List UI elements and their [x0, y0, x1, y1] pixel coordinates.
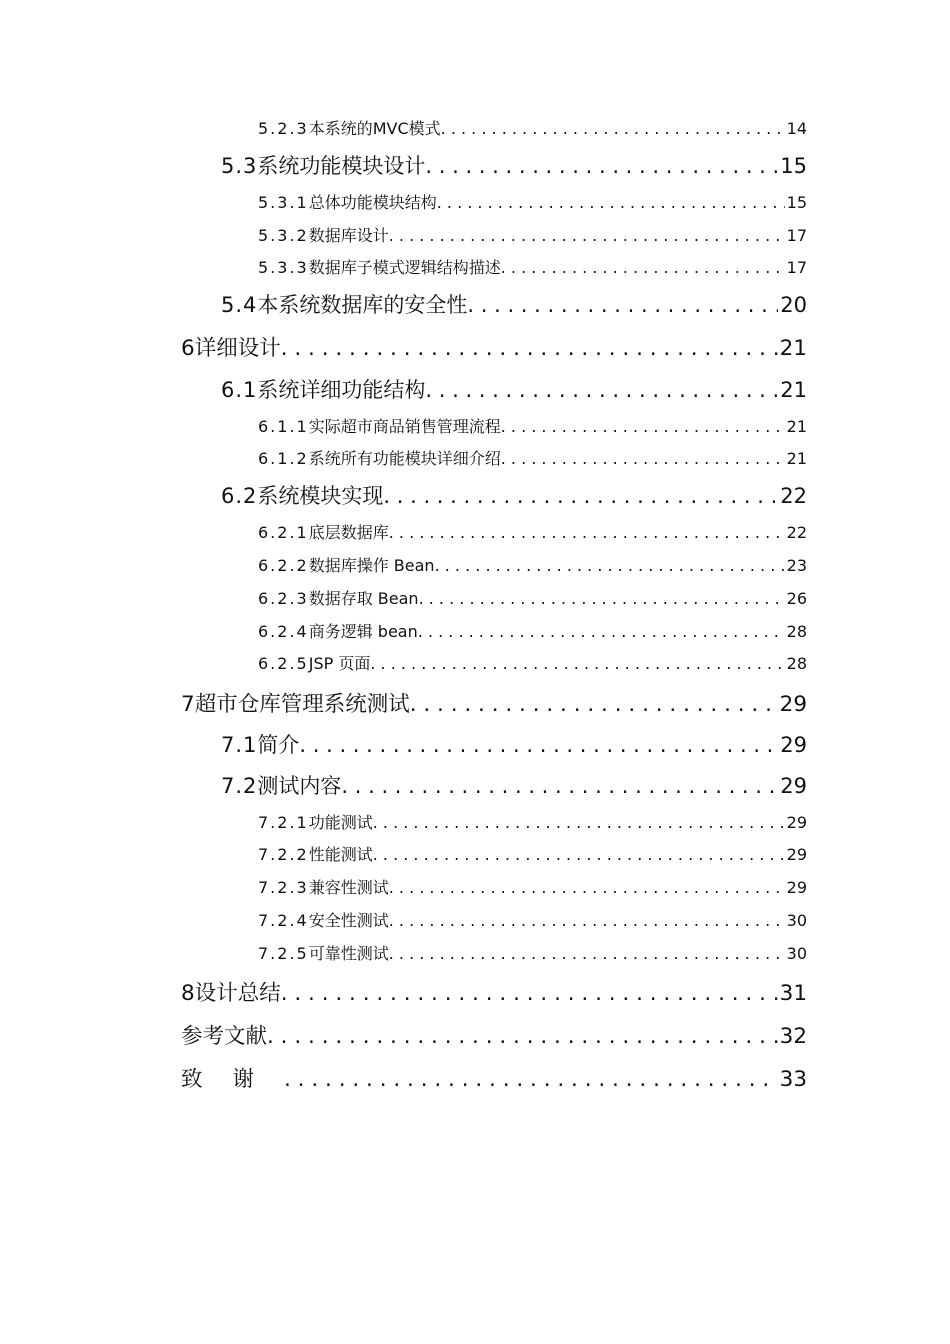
toc-entry-6-2[interactable] [221, 480, 807, 510]
toc-number: 6.2.3 [258, 589, 309, 608]
toc-leader [267, 1024, 778, 1049]
toc-entry-6-2-3[interactable] [258, 586, 807, 609]
toc-entry-6-2-4[interactable] [258, 619, 807, 642]
toc-page: 20 [780, 293, 807, 317]
toc-entry-acknowledgements[interactable] [181, 1062, 807, 1093]
toc-entry-7-2-2[interactable] [258, 842, 807, 865]
toc-entry-6-2-5[interactable] [258, 651, 807, 674]
toc-entry-6-1[interactable] [221, 374, 807, 404]
toc-entry-5-3-2[interactable] [258, 223, 807, 246]
toc-page: 29 [779, 692, 807, 717]
toc-title: 致谢 [181, 1067, 285, 1092]
toc-title: 详细设计 [194, 336, 281, 361]
toc-leader [501, 258, 785, 277]
toc-leader [501, 417, 785, 436]
toc-leader [501, 449, 785, 468]
toc-entry-5-3[interactable] [221, 150, 807, 180]
toc-page: 14 [786, 119, 807, 138]
toc-title: 实际超市商品销售管理流程 [308, 417, 501, 436]
toc-title: 测试内容 [257, 774, 342, 798]
toc-title: JSP 页面 [308, 654, 371, 673]
toc-title: 系统功能模块设计 [257, 154, 426, 178]
toc-title: 性能测试 [308, 845, 373, 864]
toc-entry-7-2-3[interactable] [258, 875, 807, 898]
toc-number: 7.2.1 [258, 813, 309, 832]
toc-leader [467, 293, 778, 317]
toc-entry-5-3-3[interactable] [258, 255, 807, 278]
toc-title: 设计总结 [194, 981, 281, 1006]
toc-leader [389, 226, 785, 245]
toc-entry-references[interactable] [181, 1019, 807, 1050]
toc-entry-8[interactable] [181, 976, 807, 1007]
toc-title: 可靠性测试 [308, 944, 389, 963]
toc-leader [389, 523, 785, 542]
toc-number: 6.1.1 [258, 417, 309, 436]
toc-entry-7[interactable] [181, 687, 807, 718]
toc-leader [284, 1067, 778, 1092]
toc-title: 系统详细功能结构 [257, 378, 426, 402]
toc-entry-6-2-2[interactable] [258, 553, 807, 576]
toc-entry-7-1[interactable] [221, 729, 807, 759]
toc-title: 超市仓库管理系统测试 [194, 692, 410, 717]
toc-title: 数据库设计 [308, 226, 389, 245]
toc-leader [341, 774, 778, 798]
toc-number: 6 [181, 336, 195, 361]
toc-page: 29 [786, 845, 807, 864]
toc-page: 15 [780, 154, 807, 178]
toc-number: 7.2.4 [258, 911, 309, 930]
toc-leader [441, 119, 785, 138]
toc-title: 总体功能模块结构 [308, 193, 437, 212]
toc-leader [419, 589, 785, 608]
toc-entry-6-1-2[interactable] [258, 446, 807, 469]
toc-number: 5.2.3 [258, 119, 309, 138]
toc-leader [383, 484, 778, 508]
toc-leader [281, 981, 778, 1006]
toc-entry-7-2-5[interactable] [258, 941, 807, 964]
toc-number: 7.2.2 [258, 845, 309, 864]
toc-leader [389, 878, 785, 897]
toc-title: 数据库子模式逻辑结构描述 [308, 258, 501, 277]
toc-title: 系统模块实现 [257, 484, 384, 508]
toc-page: 30 [786, 911, 807, 930]
toc-number: 7 [181, 692, 195, 717]
toc-title: 数据库操作 Bean [308, 556, 435, 575]
toc-page: 15 [786, 193, 807, 212]
toc-entry-6[interactable] [181, 331, 807, 362]
toc-title: 数据存取 Bean [308, 589, 419, 608]
toc-number: 5.3 [221, 154, 258, 178]
toc-page: 21 [780, 378, 807, 402]
toc-page: 29 [780, 774, 807, 798]
toc-entry-7-2-4[interactable] [258, 908, 807, 931]
toc-leader [435, 556, 785, 575]
toc-leader [418, 622, 785, 641]
toc-leader [437, 193, 785, 212]
toc-number: 7.2 [221, 774, 258, 798]
toc-page: 17 [786, 226, 807, 245]
toc-leader [389, 911, 785, 930]
toc-page: 29 [786, 878, 807, 897]
toc-title: 底层数据库 [308, 523, 389, 542]
toc-entry-5-2-3[interactable] [258, 116, 807, 139]
toc-page: 33 [779, 1067, 807, 1092]
toc-number: 6.1.2 [258, 449, 309, 468]
toc-page: 23 [786, 556, 807, 575]
toc-title: 本系统数据库的安全性 [257, 293, 468, 317]
toc-number: 6.2.4 [258, 622, 309, 641]
toc-number: 7.1 [221, 733, 258, 757]
toc-entry-5-3-1[interactable] [258, 190, 807, 213]
toc-title: 安全性测试 [308, 911, 389, 930]
toc-number: 6.2 [221, 484, 258, 508]
toc-title: 简介 [257, 733, 300, 757]
toc-number: 6.2.1 [258, 523, 309, 542]
toc-number: 6.1 [221, 378, 258, 402]
toc-number: 5.3.3 [258, 258, 309, 277]
toc-page: 21 [786, 417, 807, 436]
toc-page: 29 [786, 813, 807, 832]
toc-page: 28 [786, 622, 807, 641]
toc-page: 31 [779, 981, 807, 1006]
toc-page: 22 [780, 484, 807, 508]
toc-title: 功能测试 [308, 813, 373, 832]
toc-number: 7.2.5 [258, 944, 309, 963]
toc-title: 系统所有功能模块详细介绍 [308, 449, 501, 468]
toc-entry-6-1-1[interactable] [258, 414, 807, 437]
toc-page: 17 [786, 258, 807, 277]
toc-page: 22 [786, 523, 807, 542]
toc-leader [410, 692, 778, 717]
toc-leader [373, 845, 785, 864]
toc-number: 6.2.5 [258, 654, 309, 673]
toc-entry-7-2-1[interactable] [258, 810, 807, 833]
toc-leader [281, 336, 778, 361]
toc-number: 8 [181, 981, 195, 1006]
toc-number: 5.3.2 [258, 226, 309, 245]
toc-leader [389, 944, 785, 963]
toc-leader [299, 733, 778, 757]
toc-page: 21 [786, 449, 807, 468]
toc-entry-5-4[interactable] [221, 289, 807, 319]
toc-page: 30 [786, 944, 807, 963]
toc-title: 本系统的MVC模式 [308, 119, 441, 138]
toc-number: 7.2.3 [258, 878, 309, 897]
toc-page: 32 [779, 1024, 807, 1049]
toc-title: 兼容性测试 [308, 878, 389, 897]
toc-entry-6-2-1[interactable] [258, 520, 807, 543]
toc-page: 28 [786, 654, 807, 673]
toc-page: 26 [786, 589, 807, 608]
toc-leader [373, 813, 785, 832]
toc-leader [370, 654, 784, 673]
toc-title: 参考文献 [181, 1024, 268, 1049]
toc-leader [425, 154, 778, 178]
toc-title: 商务逻辑 bean [308, 622, 418, 641]
toc-entry-7-2[interactable] [221, 770, 807, 800]
toc-number: 6.2.2 [258, 556, 309, 575]
toc-page: 21 [779, 336, 807, 361]
toc-leader [425, 378, 778, 402]
toc-page: 29 [780, 733, 807, 757]
toc-number: 5.4 [221, 293, 258, 317]
toc-number: 5.3.1 [258, 193, 309, 212]
